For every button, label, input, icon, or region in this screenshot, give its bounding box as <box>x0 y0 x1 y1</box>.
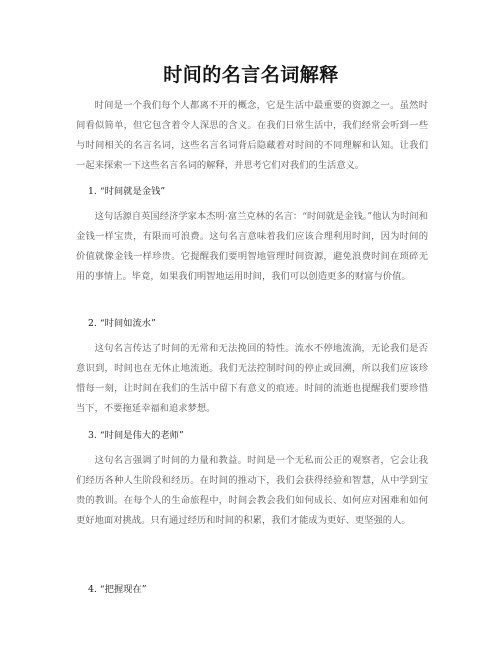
page-title: 时间的名言名词解释 <box>163 64 339 86</box>
section-1-heading: 1. “时间就是金钱” <box>88 186 166 197</box>
intro-paragraph: 时间是一个我们每个人都离不开的概念，它是生活中最重要的资源之一。虽然时间看似简单，但它包含着令人深思的含义。在我们日常生活中，我们经常会听到一些与时间相关的名言名词，这些名言名词背后隐藏着对时间的不同理解和认知。让我们一起来探索一下这些名言名词的解释，并思考它们对我们的生活意义。 <box>76 100 428 172</box>
section-2-body: 这句名言传达了时间的无常和无法挽回的特性。流水不停地流淌，无论我们是否意识到，时间也在无休止地流逝。我们无法控制时间的停止或回溯，所以我们应该珍惜每一刻，让时间在我们的生活中留下有意义的痕迹。时间的流逝也提醒我们要珍惜当下，不要拖延幸福和追求梦想。 <box>76 343 428 415</box>
section-3-heading: 3. “时间是伟大的老师” <box>88 430 184 441</box>
section-3-body: 这句名言强调了时间的力量和教益。时间是一个无私而公正的观察者，它会让我们经历各种人生阶段和经历。在时间的推动下，我们会获得经验和智慧，从中学到宝贵的教训。在每个人的生命旅程中，时间会教会我们如何成长、如何应对困难和如何更好地面对挑战。只有通过经历和时间的积累，我们才能成为更好、更坚强的人。 <box>76 455 428 527</box>
section-4-heading: 4. “把握现在” <box>88 584 147 595</box>
section-2-heading: 2. “时间如流水” <box>88 318 156 329</box>
section-1-body: 这句话源自英国经济学家本杰明·富兰克林的名言：“时间就是金钱。”他认为时间和金钱一样宝贵，有限而可浪费。这句名言意味着我们应该合理利用时间，因为时间的价值就像金钱一样珍贵。它提醒我们要明智地管理时间资源，避免浪费时间在琐碎无用的事情上。毕竟，如果我们明智地运用时间，我们可以创造更多的财富与价值。 <box>76 211 428 283</box>
